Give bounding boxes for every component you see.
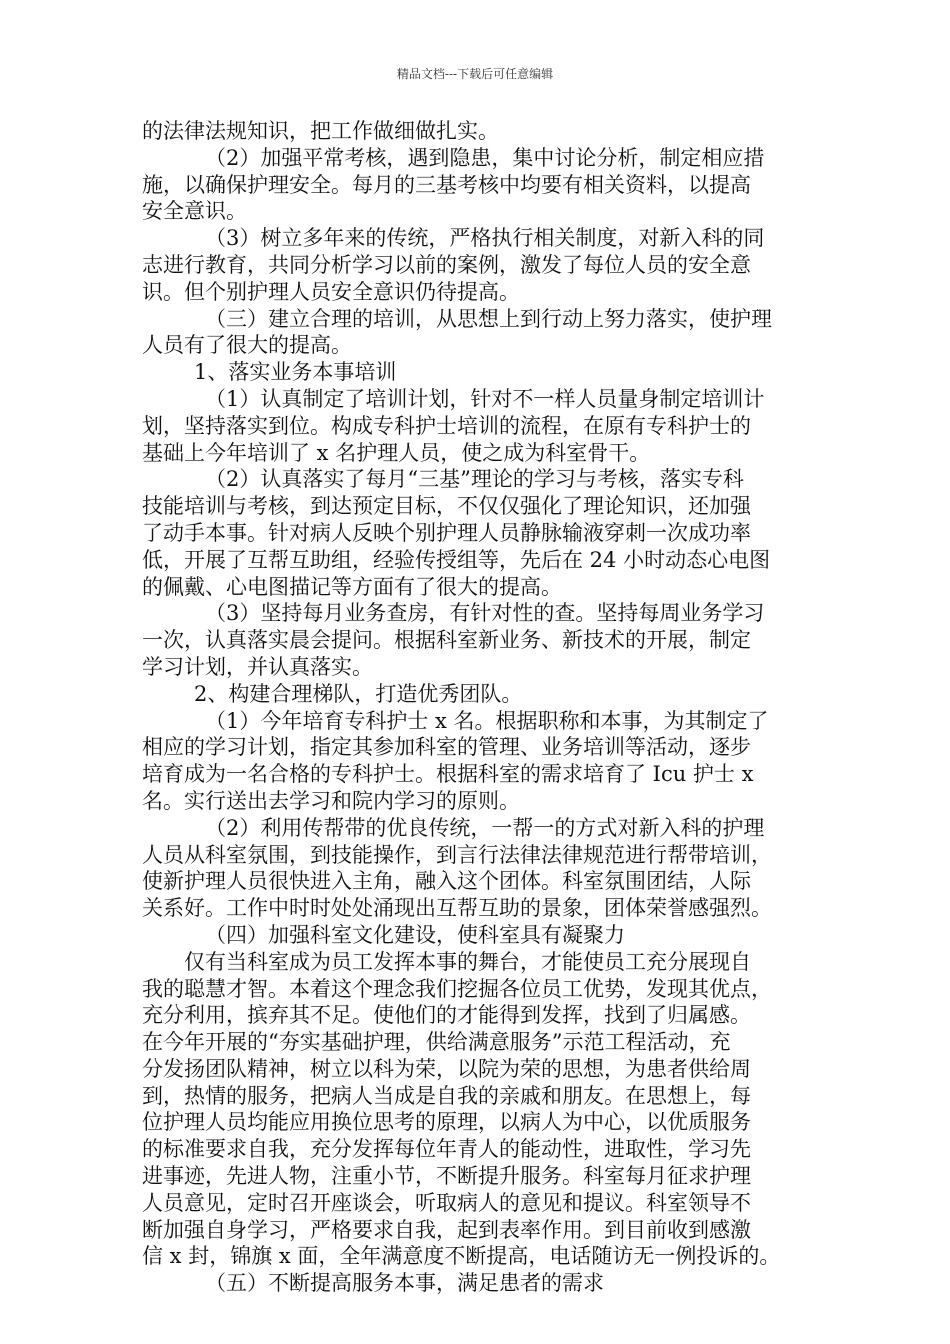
text-line: 仅有当科室成为员工发挥本事的舞台，才能使员工充分展现自 xyxy=(184,949,751,974)
text-line: （1）今年培育专科护士 x 名。根据职称和本事，为其制定了 xyxy=(205,708,769,733)
text-line: 2、构建合理梯队，打造优秀团队。 xyxy=(194,681,523,706)
text-line: （3）坚持每月业务查房，有针对性的查。坚持每周业务学习 xyxy=(205,601,765,626)
text-line: （五）不断提高服务本事，满足患者的需求 xyxy=(205,1271,604,1296)
text-line: （2）利用传帮带的优良传统，一帮一的方式对新入科的护理 xyxy=(205,815,765,840)
text-line: 识。但个别护理人员安全意识仍待提高。 xyxy=(142,279,520,304)
text-line: 的法律法规知识，把工作做细做扎实。 xyxy=(142,119,499,143)
text-line: 的标准要求自我，充分发挥每位年青人的能动性，进取性，学习先 xyxy=(142,1137,751,1162)
text-line: 在今年开展的“夯实基础护理，供给满意服务”示范工程活动，充 xyxy=(142,1030,731,1055)
text-line: 培育成为一名合格的专科护士。根据科室的需求培育了 Icu 护士 x xyxy=(142,762,754,787)
text-line: 施，以确保护理安全。每月的三基考核中均要有相关资料，以提高 xyxy=(142,172,751,197)
text-line: 的佩戴、心电图描记等方面有了很大的提高。 xyxy=(142,574,562,599)
text-line: （四）加强科室文化建设，使科室具有凝聚力 xyxy=(205,922,625,947)
text-line: 进事迹，先进人物，注重小节，不断提升服务。科室每月征求护理 xyxy=(142,1164,751,1189)
text-line: 关系好。工作中时时处处涌现出互帮互助的景象，团体荣誉感强烈。 xyxy=(142,896,772,921)
text-line: 人员意见，定时召开座谈会，听取病人的意见和提议。科室领导不 xyxy=(142,1190,751,1215)
text-line: （三）建立合理的培训，从思想上到行动上努力落实，使护理 xyxy=(205,306,772,331)
text-line: 安全意识。 xyxy=(142,199,247,224)
text-line: 技能培训与考核，到达预定目标，不仅仅强化了理论知识，还加强 xyxy=(142,494,751,519)
text-line: 位护理人员均能应用换位思考的原理，以病人为中心，以优质服务 xyxy=(142,1110,751,1135)
text-line: （1）认真制定了培训计划，针对不一样人员量身制定培训计 xyxy=(205,386,765,411)
text-line: 人员有了很大的提高。 xyxy=(142,333,352,358)
text-line: （2）认真落实了每月“三基”理论的学习与考核，落实专科 xyxy=(205,467,744,492)
text-line: 我的聪慧才智。本着这个理念我们挖掘各位员工优势，发现其优点， xyxy=(142,976,772,1001)
text-line: 充分利用，摈弃其不足。使他们的才能得到发挥，找到了归属感。 xyxy=(142,1003,751,1028)
text-line: 到，热情的服务，把病人当成是自我的亲戚和朋友。在思想上，每 xyxy=(142,1083,751,1108)
text-line: （2）加强平常考核，遇到隐患，集中讨论分析，制定相应措 xyxy=(205,145,765,170)
page-header: 精品文档---下载后可任意编辑 xyxy=(396,67,554,81)
text-line: 断加强自身学习，严格要求自我，起到表率作用。到目前收到感激 xyxy=(142,1217,751,1242)
text-line: 一次，认真落实晨会提问。根据科室新业务、新技术的开展，制定 xyxy=(142,628,751,653)
text-line: 相应的学习计划，指定其参加科室的管理、业务培训等活动，逐步 xyxy=(142,735,751,760)
text-line: 名。实行送出去学习和院内学习的原则。 xyxy=(142,788,520,813)
text-line: 划，坚持落实到位。构成专科护士培训的流程，在原有专科护士的 xyxy=(142,413,751,438)
text-line: 低，开展了互帮互助组，经验传授组等，先后在 24 小时动态心电图 xyxy=(142,547,771,572)
text-line: 信 x 封，锦旗 x 面，全年满意度不断提高，电话随访无一例投诉的。 xyxy=(142,1244,781,1269)
text-line: 使新护理人员很快进入主角，融入这个团体。科室氛围团结，人际 xyxy=(142,869,751,894)
text-line: 了动手本事。针对病人反映个别护理人员静脉输液穿刺一次成功率 xyxy=(142,520,751,545)
text-line: 分发扬团队精神，树立以科为荣，以院为荣的思想，为患者供给周 xyxy=(142,1056,751,1081)
text-line: （3）树立多年来的传统，严格执行相关制度，对新入科的同 xyxy=(205,226,765,251)
text-line: 基础上今年培训了 x 名护理人员，使之成为科室骨干。 xyxy=(142,440,651,465)
text-line: 人员从科室氛围，到技能操作，到言行法律法律规范进行帮带培训， xyxy=(142,842,772,867)
text-line: 1、落实业务本事培训 xyxy=(194,360,397,385)
document-body xyxy=(142,118,822,1297)
text-line: 学习计划，并认真落实。 xyxy=(142,654,373,679)
text-line: 志进行教育，共同分析学习以前的案例，激发了每位人员的安全意 xyxy=(142,252,751,277)
